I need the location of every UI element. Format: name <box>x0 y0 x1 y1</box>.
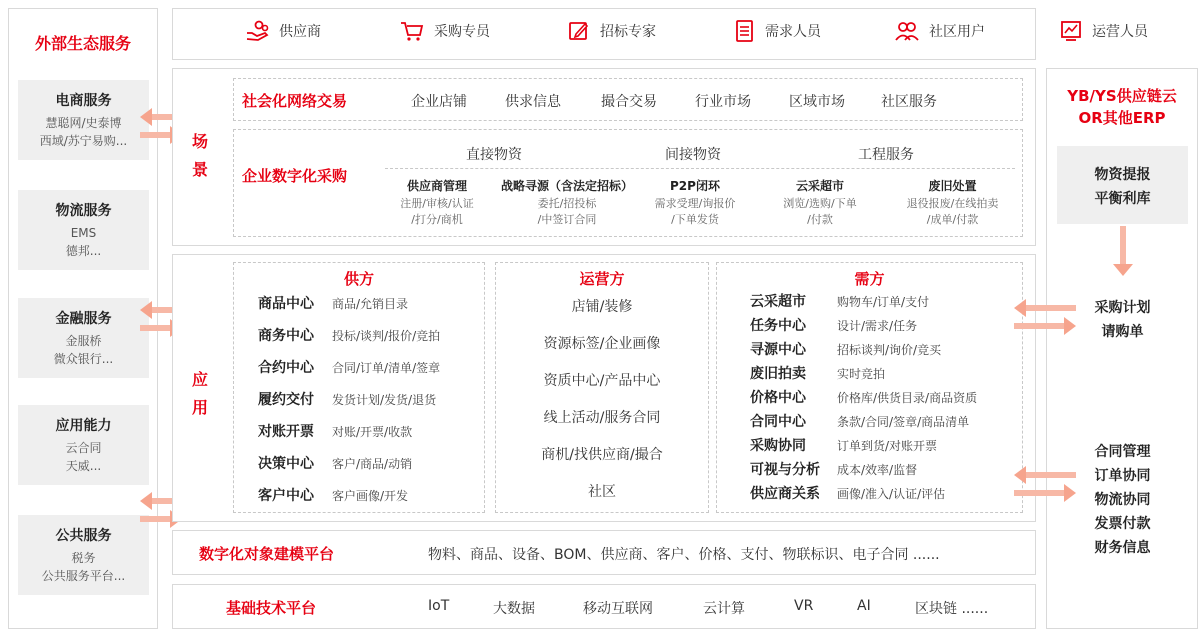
tech-platform-title: 基础技术平台 <box>226 599 317 617</box>
enterprise-item-line: /成单/付款 <box>926 213 979 226</box>
document-icon <box>735 20 755 42</box>
group-label: 工程服务 <box>858 147 914 163</box>
demand-row <box>717 291 1022 311</box>
collaboration-item: 发票付款 <box>1094 516 1151 532</box>
modeling-platform-title: 数字化对象建模平台 <box>199 545 335 563</box>
role-bid-expert <box>568 18 656 44</box>
demand-side-title: 需方 <box>854 270 885 288</box>
logistics-service-line: EMS <box>70 226 97 240</box>
enterprise-item <box>382 177 492 228</box>
demand-row <box>717 339 1022 359</box>
supply-row <box>234 357 484 377</box>
app-capability-title: 应用能力 <box>55 418 112 434</box>
role-label: 供应商 <box>279 24 321 40</box>
operator-item: 线上活动/服务合同 <box>543 410 661 426</box>
supply-side-title: 供方 <box>343 270 374 288</box>
social-item: 撮合交易 <box>601 94 657 110</box>
role-community-user <box>895 18 985 44</box>
demand-side-box <box>716 262 1023 513</box>
social-item: 区域市场 <box>789 94 845 110</box>
supply-row <box>234 325 484 345</box>
application-label <box>192 366 208 422</box>
finance-service-line: 微众银行... <box>53 352 114 366</box>
supply-row-value: 发货计划/发货/退货 <box>332 393 437 407</box>
material-report-line: 平衡利库 <box>1094 191 1151 207</box>
enterprise-item-line: /下单发货 <box>671 213 719 226</box>
demand-row <box>717 363 1022 383</box>
demand-row <box>717 459 1022 479</box>
right-arrow-icon <box>1014 321 1076 331</box>
demand-row-key: 采购协同 <box>750 438 806 454</box>
tech-item: VR <box>794 598 814 614</box>
finance-service-box <box>18 298 149 378</box>
group-divider-line <box>385 168 1015 169</box>
supply-row-key: 决策中心 <box>258 456 314 472</box>
tech-item: 云计算 <box>703 601 745 617</box>
demand-row <box>717 483 1022 503</box>
modeling-platform-content: 物料、商品、设备、BOM、供应商、客户、价格、支付、物联标识、电子合同 ...... <box>428 547 940 563</box>
demand-row-value: 购物车/订单/支付 <box>837 295 930 309</box>
role-supplier <box>245 18 321 44</box>
role-label: 采购专员 <box>434 24 490 40</box>
supply-row <box>234 293 484 313</box>
demand-row-key: 价格中心 <box>750 390 806 406</box>
erp-title-line: YB/YS供应链云 <box>1067 87 1177 105</box>
tech-item: 大数据 <box>493 601 535 617</box>
demand-row <box>717 411 1022 431</box>
material-report-line: 物资提报 <box>1094 167 1151 183</box>
collaboration-list <box>1057 440 1188 560</box>
enterprise-item <box>890 177 1015 228</box>
group-label: 直接物资 <box>466 147 522 163</box>
demand-row-value: 条款/合同/签章/商品清单 <box>837 415 970 429</box>
enterprise-item-title: 云采超市 <box>795 179 844 193</box>
role-label: 需求人员 <box>765 24 821 40</box>
enterprise-item-title: P2P闭环 <box>670 179 720 193</box>
enterprise-item-title: 废旧处置 <box>928 179 977 193</box>
public-service-line: 公共服务平台... <box>41 569 126 583</box>
social-item: 社区服务 <box>881 94 937 110</box>
procurement-plan-line: 请购单 <box>1101 324 1144 340</box>
demand-row-key: 可视与分析 <box>750 462 820 478</box>
demand-row-value: 设计/需求/任务 <box>837 319 918 333</box>
demand-row-value: 成本/效率/监督 <box>837 463 918 477</box>
enterprise-item-line: /打分/商机 <box>411 213 463 226</box>
enterprise-item-line: 委托/招投标 <box>537 197 597 210</box>
supply-row-key: 对账开票 <box>258 424 314 440</box>
enterprise-item-line: /中签订合同 <box>537 213 597 226</box>
role-operator <box>1060 18 1148 44</box>
supply-row-key: 合约中心 <box>258 360 314 376</box>
operator-item: 商机/找供应商/撮合 <box>541 447 663 463</box>
demand-row-key: 废旧拍卖 <box>750 366 806 382</box>
tech-item: IoT <box>428 598 450 614</box>
public-service-title: 公共服务 <box>55 528 112 544</box>
enterprise-item-line: /付款 <box>807 213 833 226</box>
enterprise-item-line: 浏览/选购/下单 <box>783 197 857 210</box>
operator-item: 店铺/装修 <box>571 299 633 315</box>
demand-row-key: 寻源中心 <box>750 342 806 358</box>
role-purchaser <box>400 18 490 44</box>
demand-row <box>717 435 1022 455</box>
application-label-char: 应 <box>192 370 209 389</box>
public-service-box <box>18 515 149 595</box>
external-ecosystem-title: 外部生态服务 <box>34 34 131 53</box>
ecommerce-service-title: 电商服务 <box>55 93 112 109</box>
enterprise-item-line: 退役报废/在线拍卖 <box>906 197 999 210</box>
demand-row-value: 订单到货/对账开票 <box>837 439 938 453</box>
supply-row <box>234 453 484 473</box>
finance-service-title: 金融服务 <box>55 311 112 327</box>
app-capability-line: 云合同 <box>65 441 102 455</box>
role-requester <box>735 18 821 44</box>
demand-row-value: 画像/准入/认证/评估 <box>837 487 946 501</box>
operator-side-title: 运营方 <box>579 270 625 288</box>
application-label-char: 用 <box>192 398 209 417</box>
supply-row-value: 客户/商品/动销 <box>332 457 413 471</box>
enterprise-item <box>640 177 750 228</box>
cart-icon <box>400 20 424 42</box>
chart-board-icon <box>1060 20 1082 42</box>
logistics-service-line: 德邦... <box>65 244 102 258</box>
supply-row-key: 商品中心 <box>258 296 314 312</box>
tech-item: 区块链 ...... <box>915 601 989 617</box>
app-capability-line: 天威... <box>65 459 102 473</box>
social-network-trade-title: 社会化网络交易 <box>242 92 348 110</box>
supply-row-value: 对账/开票/收款 <box>332 425 413 439</box>
ecommerce-service-line: 慧聪网/史泰博 <box>45 116 122 130</box>
right-arrow-icon <box>1014 488 1076 498</box>
enterprise-item-line: 需求受理/询报价 <box>654 197 736 210</box>
enterprise-item-line: 注册/审核/认证 <box>400 197 474 210</box>
enterprise-item-title: 供应商管理 <box>406 179 467 193</box>
down-arrow-icon <box>1118 226 1128 276</box>
social-item: 行业市场 <box>695 94 751 110</box>
scene-label-char: 场 <box>192 132 209 151</box>
demand-row <box>717 315 1022 335</box>
operator-item: 社区 <box>588 484 616 500</box>
supply-row <box>234 389 484 409</box>
supply-row-value: 投标/谈判/报价/竞拍 <box>332 329 441 343</box>
enterprise-item <box>492 177 642 228</box>
supply-row-key: 商务中心 <box>258 328 314 344</box>
finance-service-line: 金服桥 <box>65 334 102 348</box>
enterprise-item <box>765 177 875 228</box>
procurement-plan-line: 采购计划 <box>1094 300 1151 316</box>
demand-row-key: 任务中心 <box>750 318 806 334</box>
demand-row-key: 合同中心 <box>750 414 806 430</box>
tech-item: 移动互联网 <box>583 601 653 617</box>
erp-title-line: OR其他ERP <box>1078 109 1166 127</box>
scene-label <box>192 128 208 184</box>
edit-icon <box>568 20 590 42</box>
group-label: 间接物资 <box>665 147 721 163</box>
social-item: 供求信息 <box>505 94 561 110</box>
demand-row-value: 招标谈判/询价/竞买 <box>837 343 942 357</box>
operator-item: 资源标签/企业画像 <box>543 336 661 352</box>
enterprise-procurement-title: 企业数字化采购 <box>242 167 348 185</box>
demand-row-key: 供应商关系 <box>750 486 820 502</box>
material-report-box <box>1057 146 1188 224</box>
left-arrow-icon <box>1014 470 1076 480</box>
supply-row-key: 履约交付 <box>258 392 314 408</box>
logistics-service-box <box>18 190 149 270</box>
supply-row-value: 客户画像/开发 <box>332 489 409 503</box>
role-label: 社区用户 <box>929 24 985 40</box>
demand-row-key: 云采超市 <box>750 294 806 310</box>
supply-row <box>234 421 484 441</box>
ecommerce-service-box <box>18 80 149 160</box>
supply-row-value: 商品/允销目录 <box>332 297 409 311</box>
supply-row-value: 合同/订单/清单/签章 <box>332 361 441 375</box>
public-service-line: 税务 <box>71 551 96 565</box>
collaboration-item: 合同管理 <box>1094 444 1151 460</box>
collaboration-item: 订单协同 <box>1094 468 1151 484</box>
scene-label-char: 景 <box>192 160 209 179</box>
operator-item: 资质中心/产品中心 <box>543 373 661 389</box>
collaboration-item: 财务信息 <box>1094 540 1151 556</box>
supply-side-box <box>233 262 485 513</box>
social-item: 企业店铺 <box>411 94 467 110</box>
demand-row-value: 实时竞拍 <box>837 367 886 381</box>
collaboration-item: 物流协同 <box>1094 492 1151 508</box>
tech-item: AI <box>857 598 871 614</box>
procurement-plan <box>1057 296 1188 344</box>
supply-row <box>234 485 484 505</box>
logistics-service-title: 物流服务 <box>55 203 112 219</box>
role-label: 招标专家 <box>600 24 656 40</box>
left-arrow-icon <box>1014 303 1076 313</box>
supply-row-key: 客户中心 <box>258 488 314 504</box>
users-icon <box>895 20 919 42</box>
app-capability-box <box>18 405 149 485</box>
ecommerce-service-line: 西域/苏宁易购... <box>39 134 128 148</box>
demand-row <box>717 387 1022 407</box>
role-label: 运营人员 <box>1092 24 1148 40</box>
enterprise-item-title: 战略寻源（含法定招标） <box>500 179 633 193</box>
demand-row-value: 价格库/供货目录/商品资质 <box>837 391 978 405</box>
operator-side-box <box>495 262 709 513</box>
supplier-icon <box>245 20 269 42</box>
